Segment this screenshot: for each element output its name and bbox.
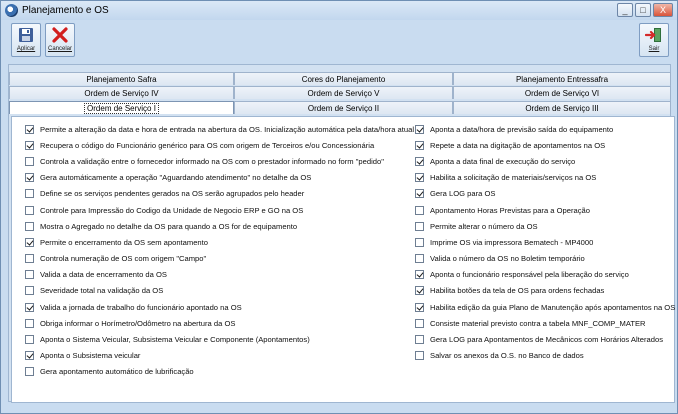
left-checkbox-16[interactable] (25, 367, 34, 376)
left-option-label: Severidade total na validação da OS (40, 286, 164, 296)
left-checkbox-3[interactable] (25, 157, 34, 166)
left-checkbox-10[interactable] (25, 270, 34, 279)
window-title: Planejamento e OS (22, 5, 109, 16)
right-option-label: Repete a data na digitação de apontamentos na OS (430, 140, 606, 150)
tab-ordem-servico-vi[interactable]: Ordem de Serviço VI (453, 86, 671, 99)
left-checkbox-13[interactable] (25, 319, 34, 328)
left-checkbox-6[interactable] (25, 206, 34, 215)
left-option-row[interactable] (25, 186, 415, 202)
right-checkbox-11[interactable] (415, 286, 424, 295)
left-option-label: Gera automáticamente a operação "Aguardando atendimento" no detalhe da OS (40, 173, 312, 183)
left-option-row[interactable] (25, 364, 415, 380)
left-option-label: Recupera o código do Funcionário genérico para OS com origem de Terceiros e/ou Concessionária (40, 140, 375, 150)
right-option-label: Apontamento Horas Previstas para a Operação (430, 205, 590, 215)
left-option-label: Valida a data de encerramento da OS (40, 270, 167, 280)
tab-ordem-servico-iii[interactable]: Ordem de Serviço III (453, 101, 671, 114)
right-checkbox-5[interactable] (415, 189, 424, 198)
right-option-label: Habilita botões da tela de OS para ordens fechadas (430, 286, 605, 296)
right-checkbox-14[interactable] (415, 335, 424, 344)
left-checkbox-11[interactable] (25, 286, 34, 295)
left-checkbox-5[interactable] (25, 189, 34, 198)
right-option-row[interactable] (415, 202, 673, 218)
tab-row-3 (9, 101, 671, 114)
left-option-row[interactable] (25, 137, 415, 153)
left-option-row[interactable] (25, 315, 415, 331)
right-option-row[interactable] (415, 170, 673, 186)
close-button[interactable]: X (653, 3, 673, 17)
right-option-label: Imprime OS via impressora Bematech - MP4000 (430, 237, 594, 247)
right-checkbox-4[interactable] (415, 173, 424, 182)
toolbar (5, 21, 675, 59)
left-option-row[interactable] (25, 234, 415, 250)
left-option-label: Permite o encerramento da OS sem apontamento (40, 237, 208, 247)
left-option-label: Mostra o Agregado no detalhe da OS para quando a OS for de equipamento (40, 221, 298, 231)
right-option-row[interactable] (415, 267, 673, 283)
right-option-row[interactable] (415, 137, 673, 153)
left-checkbox-14[interactable] (25, 335, 34, 344)
right-checkbox-15[interactable] (415, 351, 424, 360)
right-checkbox-6[interactable] (415, 206, 424, 215)
right-checkbox-13[interactable] (415, 319, 424, 328)
right-option-label: Consiste material previsto contra a tabela MNF_COMP_MATER (430, 318, 646, 328)
left-option-row[interactable] (25, 170, 415, 186)
right-option-row[interactable] (415, 218, 673, 234)
minimize-button[interactable]: _ (617, 3, 633, 17)
left-checkbox-2[interactable] (25, 141, 34, 150)
left-option-label: Valida a jornada de trabalho do funcionário apontado na OS (40, 302, 242, 312)
left-option-label: Define se os serviços pendentes gerados na OS serão agrupados pelo header (40, 189, 305, 199)
right-option-row[interactable] (415, 331, 673, 347)
left-option-label: Controla a validação entre o fornecedor informado na OS com o prestador informado no form "pedido" (40, 156, 384, 166)
tab-ordem-servico-i[interactable] (9, 101, 234, 114)
left-option-label: Permite a alteração da data e hora de entrada na abertura da OS. Inicialização automática pela data/hora atual (40, 124, 415, 134)
right-checkbox-7[interactable] (415, 222, 424, 231)
right-option-label: Gera LOG para OS (430, 189, 496, 199)
right-option-label: Salvar os anexos da O.S. no Banco de dados (430, 351, 584, 361)
apply-label: Aplicar (16, 46, 36, 52)
left-option-row[interactable] (25, 218, 415, 234)
tab-ordem-servico-ii[interactable]: Ordem de Serviço II (234, 101, 453, 114)
right-option-label: Aponta o funcionário responsável pela liberação do serviço (430, 270, 629, 280)
tab-ordem-servico-i-label: Ordem de Serviço I (84, 103, 159, 114)
right-checkbox-10[interactable] (415, 270, 424, 279)
right-checkbox-9[interactable] (415, 254, 424, 263)
tab-ordem-servico-v[interactable]: Ordem de Serviço V (234, 86, 453, 99)
right-option-label: Gera LOG para Apontamentos de Mecânicos com Horários Alterados (430, 335, 663, 345)
cancel-x-icon (51, 27, 69, 43)
left-option-label: Gera apontamento automático de lubrificação (40, 367, 194, 377)
left-option-label: Obriga informar o Horímetro/Odômetro na abertura da OS (40, 318, 236, 328)
left-option-label: Aponta o Sistema Veicular, Subsistema Veicular e Componente (Apontamentos) (40, 335, 310, 345)
right-option-row[interactable] (415, 283, 673, 299)
left-checkbox-8[interactable] (25, 238, 34, 247)
right-option-row[interactable] (415, 153, 673, 169)
right-checkbox-2[interactable] (415, 141, 424, 150)
right-option-row[interactable] (415, 251, 673, 267)
right-checkbox-8[interactable] (415, 238, 424, 247)
exit-button[interactable] (639, 23, 669, 57)
right-option-row[interactable] (415, 186, 673, 202)
right-checkbox-1[interactable] (415, 125, 424, 134)
left-option-row[interactable] (25, 202, 415, 218)
options-right-column (415, 121, 676, 364)
tab-ordem-servico-iv[interactable]: Ordem de Serviço IV (9, 86, 234, 99)
right-option-label: Permite alterar o número da OS (430, 221, 538, 231)
options-panel (11, 116, 675, 403)
left-option-label: Controle para Impressão do Codigo da Unidade de Negocio ERP e GO na OS (40, 205, 304, 215)
tab-planejamento-safra[interactable]: Planejamento Safra (9, 72, 234, 85)
right-option-row[interactable] (415, 121, 673, 137)
left-option-row[interactable] (25, 153, 415, 169)
right-option-row[interactable] (415, 234, 673, 250)
tab-cores-planejamento[interactable]: Cores do Planejamento (234, 72, 453, 85)
cancel-button[interactable] (45, 23, 75, 57)
window-controls (617, 3, 673, 17)
tab-row-2 (9, 86, 671, 99)
left-checkbox-1[interactable] (25, 125, 34, 134)
cancel-label: Cancelar (47, 46, 72, 52)
right-option-label: Habilita edição da guia Plano de Manutenção após apontamentos na OS (430, 302, 676, 312)
exit-door-icon (645, 27, 663, 43)
apply-button[interactable] (11, 23, 41, 57)
tab-planejamento-entressafra[interactable]: Planejamento Entressafra (453, 72, 671, 85)
right-option-label: Valida o número da OS no Boletim temporário (430, 254, 585, 264)
right-option-row[interactable] (415, 348, 673, 364)
left-option-row[interactable] (25, 121, 415, 137)
tab-row-1 (9, 72, 671, 85)
title-bar[interactable] (1, 1, 677, 20)
right-option-label: Aponta a data/hora de previsão saída do equipamento (430, 124, 614, 134)
app-logo-icon (5, 4, 18, 17)
left-option-row[interactable] (25, 331, 415, 347)
right-checkbox-12[interactable] (415, 303, 424, 312)
left-option-row[interactable] (25, 283, 415, 299)
left-checkbox-4[interactable] (25, 173, 34, 182)
save-disk-icon (17, 27, 35, 43)
maximize-button[interactable]: □ (635, 3, 651, 17)
left-checkbox-9[interactable] (25, 254, 34, 263)
right-option-label: Habilita a solicitação de materiais/serviços na OS (430, 173, 597, 183)
exit-label: Sair (648, 46, 660, 52)
left-option-row[interactable] (25, 251, 415, 267)
left-option-label: Controla numeração de OS com origem "Campo" (40, 254, 207, 264)
right-option-label: Aponta a data final de execução do serviço (430, 156, 576, 166)
left-option-row[interactable] (25, 267, 415, 283)
left-option-row[interactable] (25, 348, 415, 364)
right-option-row[interactable] (415, 315, 673, 331)
left-checkbox-12[interactable] (25, 303, 34, 312)
options-left-column (25, 121, 415, 380)
left-checkbox-15[interactable] (25, 351, 34, 360)
left-option-row[interactable] (25, 299, 415, 315)
left-checkbox-7[interactable] (25, 222, 34, 231)
left-option-label: Aponta o Subsistema veicular (40, 351, 141, 361)
right-option-row[interactable] (415, 299, 676, 315)
right-checkbox-3[interactable] (415, 157, 424, 166)
